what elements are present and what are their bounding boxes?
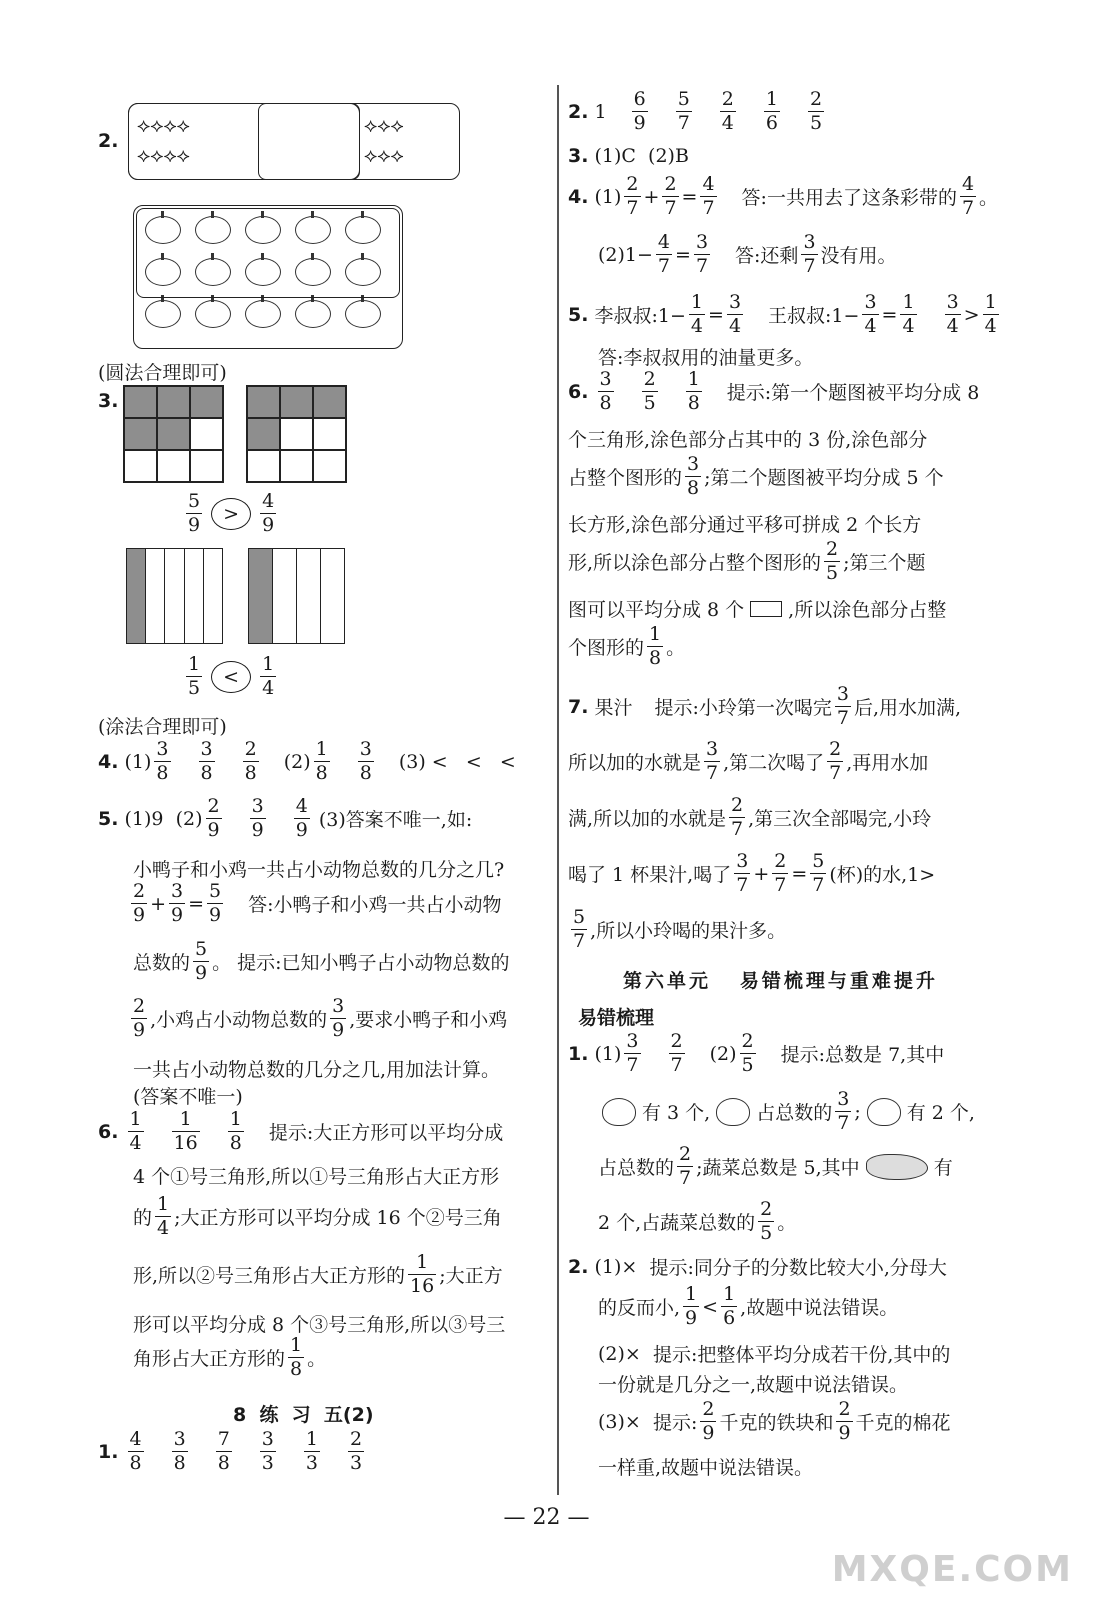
r-q7-line5: $\frac{5}{7}$ ,所以小玲喝的果汁多。	[573, 906, 787, 952]
radish-icon	[602, 1098, 636, 1126]
q2-note: (圆法合理即可)	[98, 362, 227, 384]
r-e2-line4: 一份就是几分之一,故题中说法错误。	[598, 1374, 909, 1396]
r-q4-line2: (2)1− $\frac{4}{7}$ = $\frac{3}{7}$ 答:还剩 $\frac{3}{7}$ 没有用。	[598, 231, 897, 277]
r-q7-line3: 满,所以加的水就是 $\frac{2}{7}$ ,第三次全部喝完,小玲	[568, 794, 932, 840]
q5-line7: (答案不唯一)	[133, 1086, 243, 1108]
q5-line3: $\frac{2}{9}$ + $\frac{3}{9}$ = $\frac{5}{9}$ 答:小鸭子和小鸡一共占小动物	[133, 880, 502, 926]
r-q3: 3. (1)C (2)B	[568, 145, 689, 167]
unit-title: 第六单元 易错梳理与重难提升	[623, 970, 938, 992]
q3-note: (涂法合理即可)	[98, 716, 227, 738]
r-e2-line1: 2. (1)× 提示:同分子的分数比较大小,分母大	[568, 1255, 947, 1279]
r-e2-line6: 一样重,故题中说法错误。	[598, 1457, 814, 1479]
r-q2: 2. 1 $\frac{6}{9}$ $\frac{5}{7}$ $\frac{2}{4}$ $\frac{1}{6}$ $\frac{2}{5}$	[568, 88, 823, 134]
sub-title: 易错梳理	[578, 1007, 655, 1029]
r-q6-line1: 6. $\frac{3}{8}$ $\frac{2}{5}$ $\frac{1}{8}$ 提示:第一个题图被平均分成 8	[568, 368, 980, 414]
watermark-logo: MXQE.COM	[831, 1549, 1073, 1590]
q5-line4: 总数的 $\frac{5}{9}$ 。 提示:已知小鸭子占小动物总数的	[133, 938, 510, 984]
tomato-icon	[867, 1098, 901, 1126]
q5-line1: 5. (1)9 (2) $\frac{2}{9}$ $\frac{3}{9}$ $\frac{4}{9}$ (3)答案不唯一,如:	[98, 795, 473, 841]
r-q6-line6: 图可以平均分成 8 个 ,所以涂色部分占整	[568, 599, 947, 621]
q6-line5: 形可以平均分成 8 个③号三角形,所以③号三	[133, 1314, 506, 1336]
r-e1-line1: 1. (1) $\frac{3}{7}$ $\frac{2}{7}$ (2) $\frac{2}{5}$ 提示:总数是 7,其中	[568, 1030, 945, 1076]
page-number: — 22 —	[503, 1505, 590, 1530]
left-column	[98, 0, 568, 1560]
r-q6-line3: 占整个图形的 $\frac{3}{8}$ ;第二个题图被平均分成 5 个	[568, 453, 944, 499]
strips-b	[248, 548, 345, 644]
compare-2-op: <	[211, 661, 251, 693]
eggplant-icon	[866, 1154, 928, 1180]
r-q6-line2: 个三角形,涂色部分占其中的 3 份,涂色部分	[568, 429, 928, 451]
r-q6-line7: 个图形的 $\frac{1}{8}$ 。	[568, 623, 686, 669]
r-q5-answer: 答:李叔叔用的油量更多。	[598, 347, 814, 369]
q6-line2: 4 个①号三角形,所以①号三角形占大正方形	[133, 1166, 500, 1188]
q5-line6: 一共占小动物总数的几分之几,用加法计算。	[133, 1059, 501, 1081]
bones-group-2: ⟡⟡⟡ ⟡⟡⟡	[364, 113, 404, 167]
compare-2: $\frac{1}{5}$ < $\frac{1}{4}$	[188, 653, 275, 699]
compare-1-op: >	[211, 498, 251, 530]
q4-line: 4. (1) $\frac{3}{8}$ $\frac{3}{8}$ $\frac{2}{8}$ (2) $\frac{1}{8}$ $\frac{3}{8}$ (3) < < <	[98, 738, 516, 784]
r-q7-line4: 喝了 1 杯果汁,喝了 $\frac{3}{7}$ + $\frac{2}{7}$ = $\frac{5}{7}$ (杯)的水,1>	[568, 850, 936, 896]
strips-a	[126, 548, 223, 644]
r-q6-line4: 长方形,涂色部分通过平移可拼成 2 个长方	[568, 514, 922, 536]
r-e1-line4: 2 个,占蔬菜总数的 $\frac{2}{5}$ 。	[598, 1198, 797, 1244]
r-e2-line5: (3)× 提示: $\frac{2}{9}$ 千克的铁块和 $\frac{2}{9}$ 千克的棉花	[598, 1398, 951, 1444]
r-q6-line5: 形,所以涂色部分占整个图形的 $\frac{2}{5}$ ;第三个题	[568, 538, 926, 584]
q5-line2: 小鸭子和小鸡一共占小动物总数的几分之几?	[133, 859, 505, 881]
q6-line1: 6. $\frac{1}{4}$ $\frac{1}{16}$ $\frac{1}{8}$ 提示:大正方形可以平均分成	[98, 1108, 504, 1154]
q6-line6: 角形占大正方形的 $\frac{1}{8}$ 。	[133, 1334, 327, 1380]
q3-number: 3.	[98, 390, 119, 412]
q6-line4: 形,所以②号三角形占大正方形的 $\frac{1}{16}$ ;大正方	[133, 1251, 503, 1297]
column-divider	[557, 85, 559, 1495]
q2-number: 2.	[98, 130, 119, 152]
pumpkin-circle	[136, 208, 400, 298]
r-q5-line1: 5. 李叔叔:1− $\frac{1}{4}$ = $\frac{3}{4}$ 王叔叔:1− $\frac{3}{4}$ = $\frac{1}{4}$ $\frac{3}{4}$ > $\frac{1}{4}$	[568, 291, 997, 337]
section-title: 8 练 习 五(2)	[233, 1404, 374, 1426]
exercise-q1: 1. $\frac{4}{8}$ $\frac{3}{8}$ $\frac{7}{8}$ $\frac{3}{3}$ $\frac{1}{3}$ $\frac{2}{3}$	[98, 1428, 363, 1474]
rectangle-icon	[750, 601, 782, 617]
grid-b	[246, 385, 347, 483]
r-q7-line2: 所以加的水就是 $\frac{3}{7}$ ,第二次喝了 $\frac{2}{7}$ ,再用水加	[568, 738, 929, 784]
radish-icon	[716, 1098, 750, 1126]
r-e2-line3: (2)× 提示:把整体平均分成若干份,其中的	[598, 1342, 951, 1366]
bones-box-outer	[128, 103, 460, 180]
r-e1-line2: 有 3 个, 占总数的 $\frac{3}{7}$ ; 有 2 个,	[596, 1090, 975, 1133]
q5-line5: $\frac{2}{9}$ ,小鸡占小动物总数的 $\frac{3}{9}$ ,要求小鸭子和小鸡	[133, 995, 508, 1041]
grid-a	[123, 385, 224, 483]
r-e1-line3: 占总数的 $\frac{2}{7}$ ;蔬菜总数是 5,其中 有	[598, 1143, 953, 1189]
right-column	[568, 0, 1028, 1560]
bones-group-1: ⟡⟡⟡⟡ ⟡⟡⟡⟡	[137, 113, 190, 167]
r-q7-line1: 7. 果汁 提示:小玲第一次喝完 $\frac{3}{7}$ 后,用水加满,	[568, 683, 962, 729]
q6-line3: 的 $\frac{1}{4}$ ;大正方形可以平均分成 16 个②号三角	[133, 1193, 502, 1239]
r-q4-line1: 4. (1) $\frac{2}{7}$ + $\frac{2}{7}$ = $\frac{4}{7}$ 答:一共用去了这条彩带的 $\frac{4}{7}$ 。	[568, 173, 999, 219]
compare-1: $\frac{5}{9}$ > $\frac{4}{9}$	[188, 490, 275, 536]
r-e2-line2: 的反而小, $\frac{1}{9}$ < $\frac{1}{6}$ ,故题中说法错误。	[598, 1283, 899, 1329]
